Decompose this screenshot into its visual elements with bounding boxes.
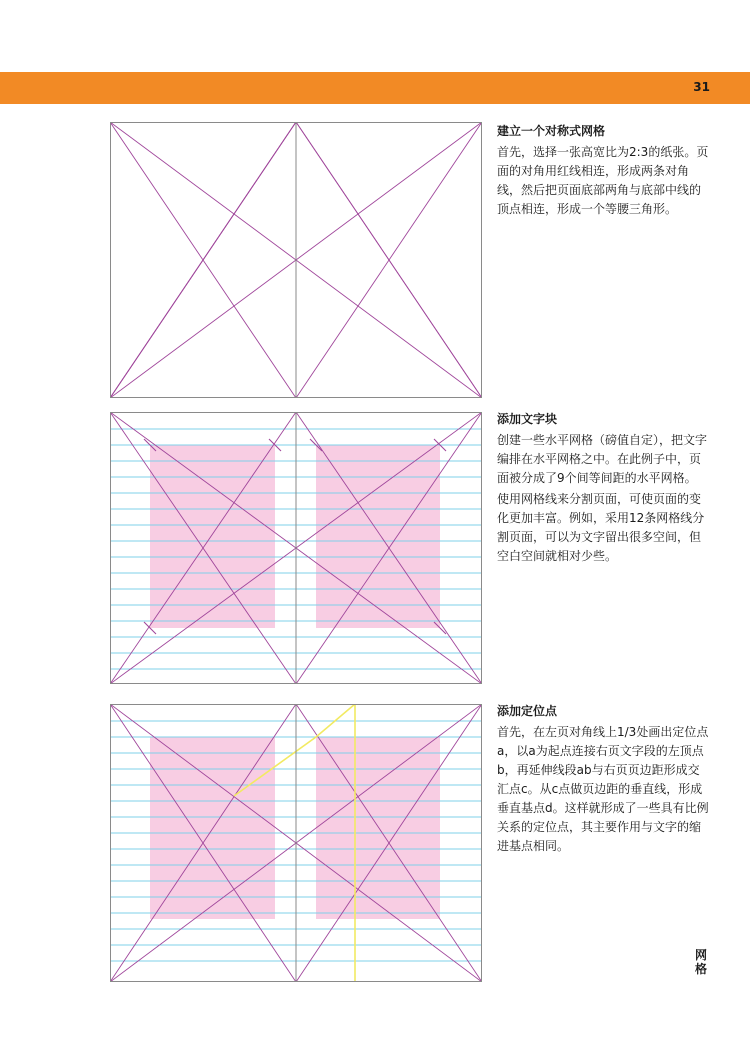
header-bar bbox=[0, 72, 750, 104]
section-symmetric-grid bbox=[497, 122, 709, 221]
section-title: 添加定位点 bbox=[497, 704, 558, 718]
text-block-right bbox=[316, 445, 440, 628]
diagram-2-svg bbox=[110, 412, 482, 684]
section-anchor-points bbox=[497, 702, 709, 858]
diagram-anchor-points bbox=[110, 704, 482, 982]
text-block-left bbox=[150, 445, 275, 628]
section-text-blocks bbox=[497, 410, 709, 568]
diagram-3-svg bbox=[110, 704, 482, 982]
diagram-symmetric-grid bbox=[110, 122, 482, 398]
side-label: 网格 bbox=[694, 948, 707, 976]
section-paragraph: 使用网格线来分割页面，可使页面的变化更加丰富。例如，采用12条网格线分割页面，可以为文字留出很多空间，但空白空间就相对少些。 bbox=[497, 492, 705, 563]
diagram-1-svg bbox=[110, 122, 482, 398]
diagram-text-blocks bbox=[110, 412, 482, 684]
section-title: 建立一个对称式网格 bbox=[497, 124, 606, 138]
section-paragraph: 创建一些水平网格（磅值自定），把文字编排在水平网格之中。在此例子中，页面被分成了9个间等间距的水平网格。 bbox=[497, 433, 708, 485]
section-paragraph: 首先，选择一张高宽比为2:3的纸张。页面的对角用红线相连，形成两条对角线，然后把页面底部两角与底部中线的顶点相连，形成一个等腰三角形。 bbox=[497, 145, 709, 216]
section-paragraph: 首先，在左页对角线上1/3处画出定位点a，以a为起点连接右页文字段的左顶点b，再延伸线段ab与右页页边距形成交汇点c。从c点做页边距的垂直线，形成垂直基点d。这样就形成了一些具有比例关系的定位点，其主要作用与文字的缩进基点相同。 bbox=[497, 725, 709, 853]
page-number: 31 bbox=[693, 80, 710, 94]
section-title: 添加文字块 bbox=[497, 412, 558, 426]
